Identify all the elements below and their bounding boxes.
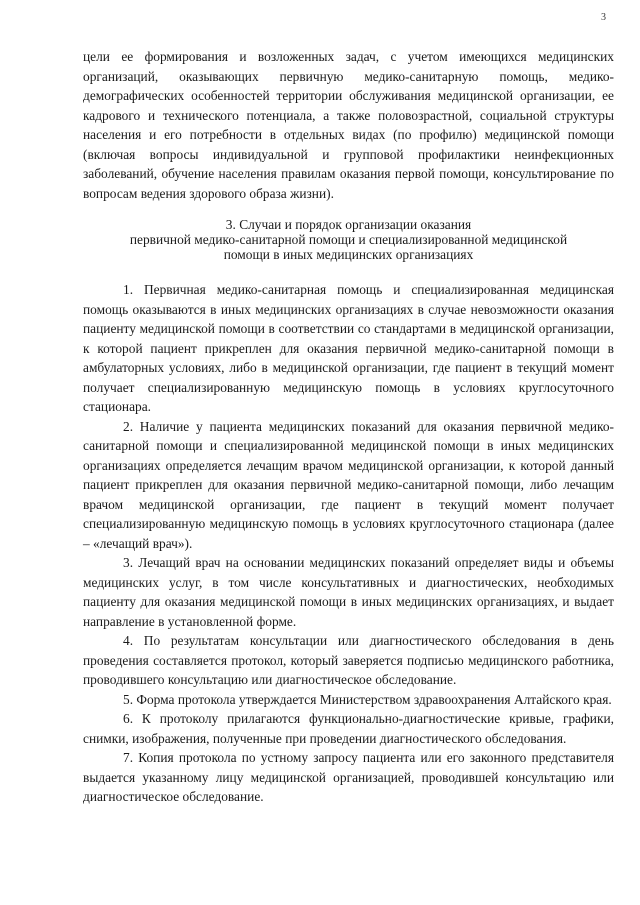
paragraph-3: 3. Лечащий врач на основании медицинских показаний определяет виды и объемы медицинских услуг, в том числе консультативных и диагностических, необходимых пациенту для оказания медицинской помощи в иных медицинских организациях, и выдает направление в установленной форме.: [83, 555, 614, 629]
intro-paragraph: цели ее формирования и возложенных задач, с учетом имеющихся медицинских организаций, оказывающих первичную медико-санитарную помощь, медико-демографических особенностей территории обслуживания медицинской организации, ее кадрового и технического потенциала, а также половозрастной, социальной структуры населения и его потребности в отдельных видах (по профилю) медицинской помощи (включая вопросы индивидуальной и групповой профилактики неинфекционных заболеваний, обучение населения правилам оказания первой помощи, консультирование по вопросам ведения здорового образа жизни).: [83, 49, 614, 201]
section-heading-line: помощи в иных медицинских организациях: [223, 247, 474, 262]
paragraph-4: 4. По результатам консультации или диагностического обследования в день проведения составляется протокол, который заверяется подписью медицинского работника, проводившего консультацию или диагностическое обследование.: [83, 633, 614, 687]
paragraph-1: 1. Первичная медико-санитарная помощь и специализированная медицинская помощь оказываются в иных медицинских организациях в случае невозможности оказания пациенту медицинской помощи в соответствии со стандартами в медицинской организации, к которой пациент прикреплен для оказания первичной медико-санитарной помощи в амбулаторных условиях, либо в медицинской организации, где пациент в текущий момент получает специализированную медицинскую помощь в условиях круглосуточного стационара.: [83, 282, 614, 414]
section-heading: [83, 217, 614, 262]
paragraph-6: 6. К протоколу прилагаются функционально-диагностические кривые, графики, снимки, изображения, полученные при проведении диагностического обследования.: [83, 711, 614, 746]
paragraph-7: 7. Копия протокола по устному запросу пациента или его законного представителя выдается указанному лицу медицинской организацией, проводившей консультацию или диагностическое обследование.: [83, 750, 614, 804]
paragraph-2: 2. Наличие у пациента медицинских показаний для оказания первичной медико-санитарной помощи и специализированной медицинской помощи в иных медицинских организациях определяется лечащим врачом медицинской организации, к которой данный пациент прикреплен для оказания первичной медико-санитарной помощи, либо лечащим врачом медицинской организации, где пациент в текущий момент получает специализированную медицинскую помощь в условиях круглосуточного стационара (далее – «лечащий врач»).: [83, 418, 614, 551]
section-heading-line: первичной медико-санитарной помощи и специализированной медицинской: [129, 232, 568, 247]
paragraph-5: 5. Форма протокола утверждается Министерством здравоохранения Алтайского края.: [123, 691, 612, 707]
section-heading-line: 3. Случаи и порядок организации оказания: [225, 217, 472, 232]
document-body: [83, 47, 614, 807]
page-number: 3: [601, 12, 606, 23]
